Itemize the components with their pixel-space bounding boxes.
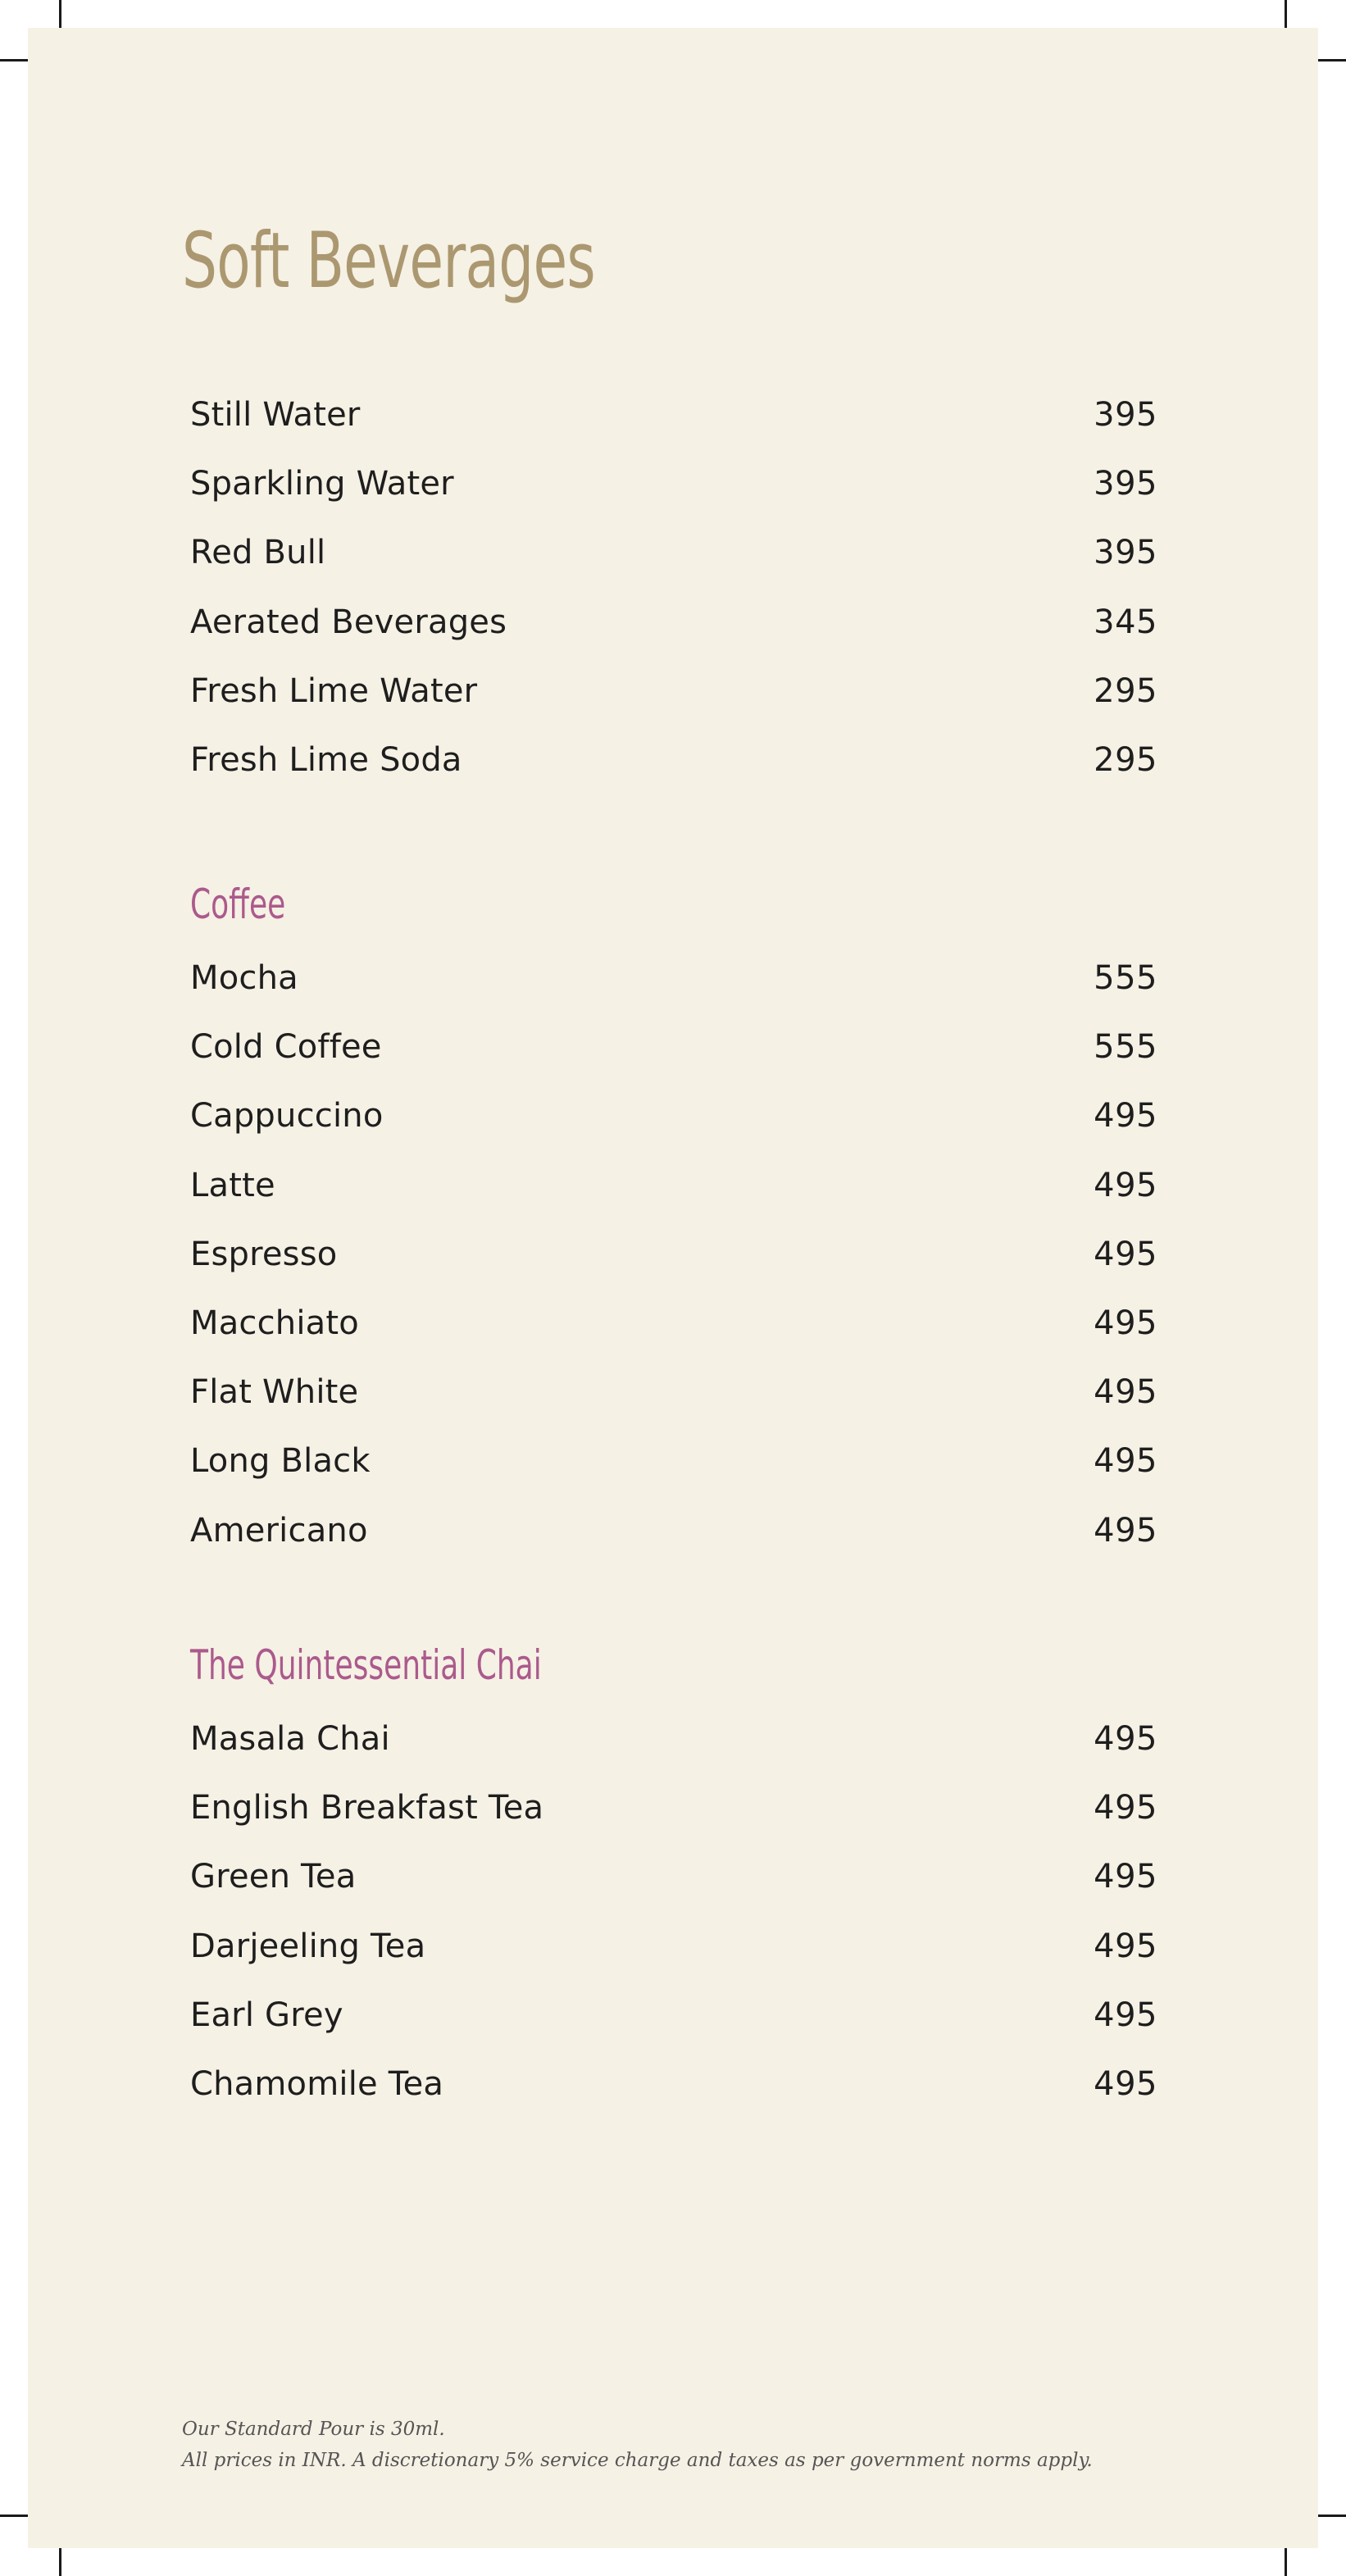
section-heading-coffee: Coffee [190,881,286,928]
item-name: Green Tea [190,1858,357,1896]
item-price: 495 [1094,1304,1157,1343]
footer-pour-note: Our Standard Pour is 30ml. [182,2419,445,2440]
item-name: Macchiato [190,1304,359,1343]
menu-item [190,1358,1157,1427]
menu-item [190,1013,1157,1081]
soft-beverages-list [190,380,1157,794]
item-price: 495 [1094,1235,1157,1273]
crop-mark-bottom-right-vertical [1285,2546,1287,2576]
menu-item [190,1773,1157,1842]
menu-item [190,1081,1157,1150]
crop-mark-top-left-vertical [59,0,61,30]
item-price: 495 [1094,1927,1157,1965]
item-name: Masala Chai [190,1720,390,1759]
crop-mark-bottom-right-horizontal [1316,2515,1346,2517]
item-name: Chamomile Tea [190,2065,444,2104]
menu-item [190,2050,1157,2119]
menu-item [190,1289,1157,1358]
item-price: 495 [1094,2065,1157,2104]
menu-item [190,726,1157,794]
item-price: 555 [1094,1028,1157,1067]
menu-item [190,1981,1157,2050]
item-name: Cold Coffee [190,1028,382,1067]
crop-mark-top-left-horizontal [0,59,30,61]
item-price: 345 [1094,603,1157,641]
item-price: 495 [1094,1442,1157,1481]
item-price: 395 [1094,534,1157,572]
crop-mark-bottom-left-horizontal [0,2515,30,2517]
item-name: Cappuccino [190,1097,384,1136]
menu-footer-note [182,2414,1093,2476]
item-name: Flat White [190,1373,359,1412]
item-price: 295 [1094,741,1157,780]
item-price: 295 [1094,671,1157,710]
chai-list [190,1704,1157,2119]
item-price: 495 [1094,1720,1157,1759]
menu-item [190,944,1157,1013]
crop-mark-top-right-vertical [1285,0,1287,30]
menu-item [190,657,1157,726]
item-name: Espresso [190,1235,338,1273]
item-name: Darjeeling Tea [190,1927,426,1965]
item-price: 395 [1094,396,1157,435]
item-name: Sparkling Water [190,465,454,503]
item-price: 395 [1094,465,1157,503]
menu-item [190,1151,1157,1220]
item-price: 495 [1094,1789,1157,1827]
item-price: 495 [1094,1996,1157,2034]
item-price: 495 [1094,1511,1157,1550]
item-name: Aerated Beverages [190,603,507,641]
menu-item [190,518,1157,587]
item-name: Americano [190,1511,368,1550]
menu-item [190,1427,1157,1495]
menu-page [28,28,1318,2548]
menu-item [190,1912,1157,1981]
item-name: Still Water [190,396,361,435]
page-title: Soft Beverages [182,216,595,306]
crop-mark-top-right-horizontal [1316,59,1346,61]
item-price: 495 [1094,1097,1157,1136]
menu-item [190,449,1157,518]
item-name: Fresh Lime Water [190,671,478,710]
item-name: Fresh Lime Soda [190,741,462,780]
menu-item [190,1842,1157,1911]
section-heading-chai: The Quintessential Chai [190,1641,542,1689]
menu-item [190,380,1157,449]
item-name: Latte [190,1166,275,1204]
footer-price-note: All prices in INR. A discretionary 5% service charge and taxes as per government norms apply. [182,2450,1093,2471]
item-price: 495 [1094,1373,1157,1412]
item-price: 555 [1094,959,1157,998]
item-name: Earl Grey [190,1996,343,2034]
item-price: 495 [1094,1166,1157,1204]
item-name: Red Bull [190,534,326,572]
coffee-list [190,944,1157,1565]
item-price: 495 [1094,1858,1157,1896]
item-name: Long Black [190,1442,371,1481]
item-name: Mocha [190,959,298,998]
menu-item [190,588,1157,657]
menu-item [190,1704,1157,1773]
menu-item [190,1496,1157,1565]
crop-mark-bottom-left-vertical [59,2546,61,2576]
menu-item [190,1220,1157,1289]
item-name: English Breakfast Tea [190,1789,544,1827]
